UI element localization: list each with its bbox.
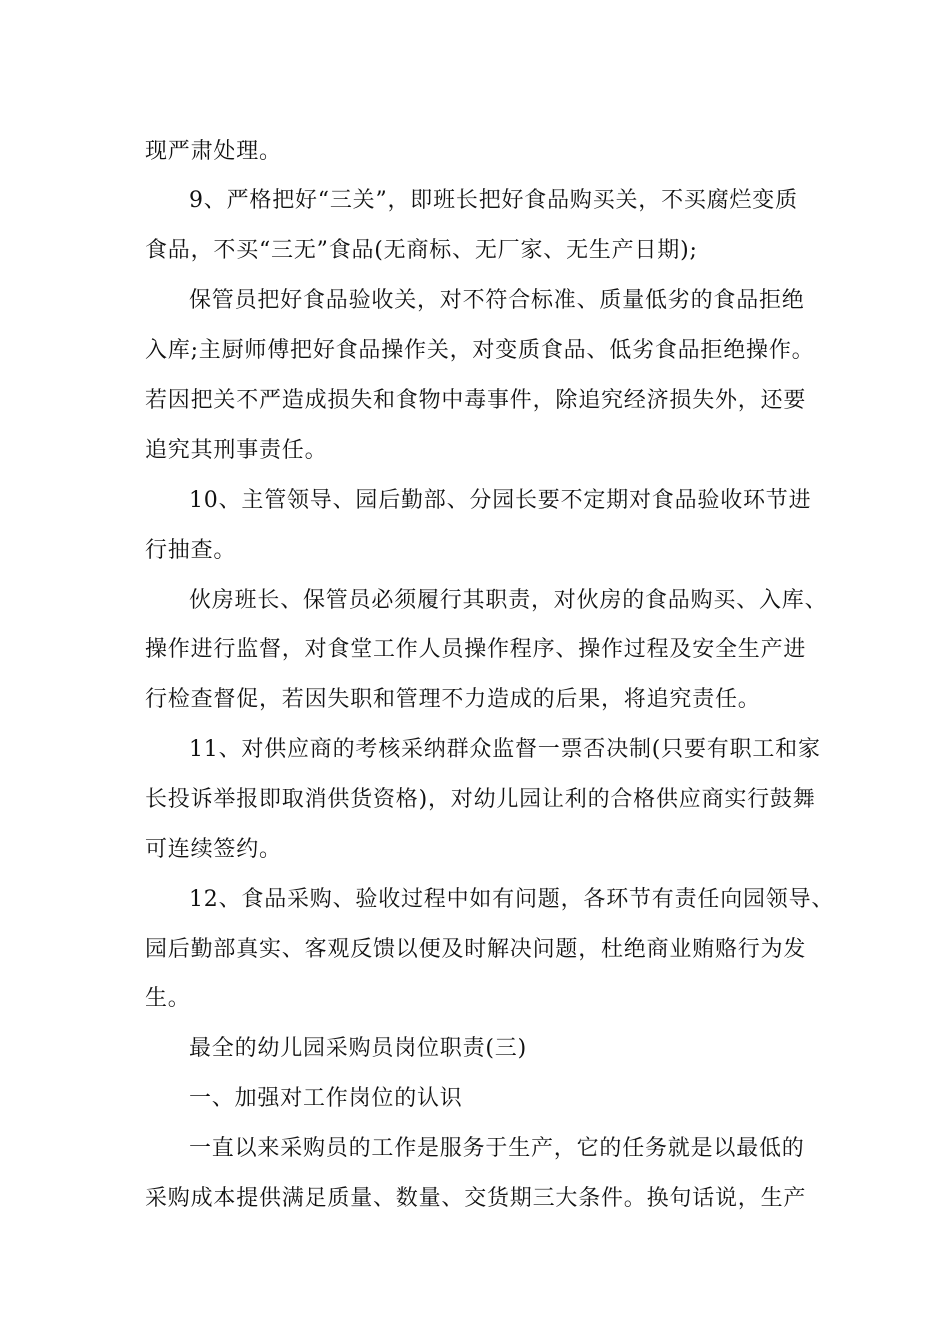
text-line: 9、严格把好“三关”，即班长把好食品购买关，不买腐烂变质	[189, 188, 798, 213]
text-line: 可连续签约。	[145, 837, 282, 862]
text-line: 行检查督促，若因失职和管理不力造成的后果，将追究责任。	[145, 687, 761, 712]
text-line: 11、对供应商的考核采纳群众监督一票否决制(只要有职工和家	[189, 737, 821, 762]
section-title: 最全的幼儿园采购员岗位职责(三)	[189, 1036, 527, 1061]
text-line: 长投诉举报即取消供货资格)，对幼儿园让利的合格供应商实行鼓舞	[145, 787, 816, 812]
subsection-heading: 一、加强对工作岗位的认识	[189, 1086, 463, 1111]
text-line: 行抽查。	[145, 538, 237, 563]
text-line: 追究其刑事责任。	[145, 438, 328, 463]
text-line: 10、主管领导、园后勤部、分园长要不定期对食品验收环节进	[189, 488, 812, 513]
text-line: 园后勤部真实、客观反馈以便及时解决问题，杜绝商业贿赂行为发	[145, 937, 807, 962]
text-line: 操作进行监督，对食堂工作人员操作程序、操作过程及安全生产进	[145, 637, 807, 662]
text-line: 入库;主厨师傅把好食品操作关，对变质食品、低劣食品拒绝操作。	[145, 338, 815, 363]
text-line: 一直以来采购员的工作是服务于生产，它的任务就是以最低的	[189, 1136, 805, 1161]
text-line: 采购成本提供满足质量、数量、交货期三大条件。换句话说，生产	[145, 1186, 807, 1211]
text-line: 伙房班长、保管员必须履行其职责，对伙房的食品购买、入库、	[189, 588, 828, 613]
text-line: 生。	[145, 986, 191, 1011]
text-line: 12、食品采购、验收过程中如有问题，各环节有责任向园领导、	[189, 887, 835, 912]
text-line: 现严肃处理。	[145, 139, 282, 164]
text-line: 保管员把好食品验收关，对不符合标准、质量低劣的食品拒绝	[189, 288, 805, 313]
text-line: 食品，不买“三无”食品(无商标、无厂家、无生产日期);	[145, 238, 698, 263]
text-line: 若因把关不严造成损失和食物中毒事件，除追究经济损失外，还要	[145, 388, 807, 413]
